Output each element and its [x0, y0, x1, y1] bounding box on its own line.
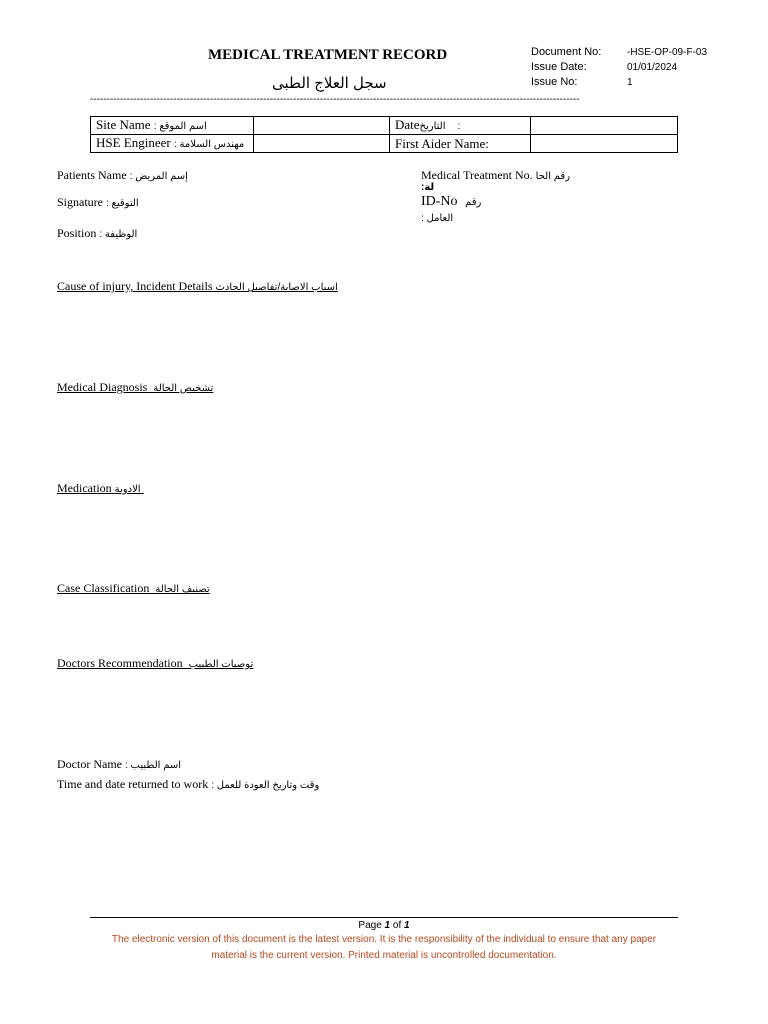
case-classification-label: Case Classification	[57, 581, 150, 595]
medical-diagnosis-label-arabic: تشخيص الحالة	[153, 383, 214, 394]
id-no-field	[421, 194, 481, 210]
patients-name-label-arabic: إسم المريض :	[129, 171, 188, 182]
document-title: MEDICAL TREATMENT RECORD	[208, 47, 448, 63]
return-to-work-label: Time and date returned to work	[57, 777, 209, 791]
doctor-name-field	[57, 757, 181, 772]
id-no-label: ID-No	[421, 194, 458, 209]
document-title-arabic: سجل العلاج الطبى	[272, 75, 387, 92]
issue-no-label: Issue No:	[531, 76, 578, 88]
first-aider-label: First Aider Name:	[395, 136, 489, 151]
id-no-label-arabic-cont: العامل :	[421, 213, 454, 224]
hse-engineer-cell	[91, 135, 254, 153]
date-label: Date	[395, 117, 420, 132]
footer-disclaimer	[90, 932, 678, 964]
disclaimer-line-2: material is the current version. Printed material is uncontrolled documentation.	[211, 950, 557, 961]
signature-label-arabic: التوقيع :	[106, 198, 139, 209]
doc-no-label: Document No:	[531, 46, 602, 58]
issue-no-value: 1	[627, 77, 633, 88]
cause-of-injury-label: Cause of injury, Incident Details	[57, 279, 213, 293]
case-classification-heading	[57, 581, 210, 596]
medical-treatment-no-label: Medical Treatment No.	[421, 168, 533, 182]
medical-diagnosis-label: Medical Diagnosis	[57, 380, 148, 394]
medical-treatment-no-label-arabic: رقم الحا	[535, 171, 571, 182]
hse-engineer-value[interactable]	[254, 135, 390, 153]
doctors-recommendation-label: Doctors Recommendation	[57, 656, 183, 670]
doc-no-value: -HSE-OP-09-F-03	[627, 47, 708, 58]
position-label: Position	[57, 226, 97, 240]
issue-date-value: 01/01/2024	[627, 62, 678, 73]
medication-heading	[57, 481, 144, 496]
medical-treatment-no-field	[421, 168, 570, 183]
header-separator: ---------------------------------------------------------------------------------------------------------------------------------------------------	[90, 94, 580, 104]
medication-label-arabic: الادوية	[114, 484, 141, 495]
page-total: 1	[404, 920, 410, 931]
signature-field	[57, 195, 139, 210]
position-field	[57, 226, 137, 241]
date-cell	[390, 117, 531, 135]
site-name-cell	[91, 117, 254, 135]
id-no-label-arabic: رقم	[465, 197, 482, 208]
case-classification-label-arabic: تصنيف الحالة	[155, 584, 210, 595]
page-label: Page	[358, 920, 382, 931]
doctor-name-label-arabic: اسم الطبيب :	[124, 760, 182, 771]
position-label-arabic: الوظيفة :	[99, 229, 138, 240]
signature-label: Signature	[57, 195, 103, 209]
page-current: 1	[384, 920, 391, 931]
issue-date-label: Issue Date:	[531, 61, 587, 73]
site-name-value[interactable]	[254, 117, 390, 135]
page-of: of	[392, 920, 402, 931]
disclaimer-line-1: The electronic version of this document is the latest version. It is the responsibility of the individual to ensure that any paper	[111, 934, 657, 945]
medical-treatment-no-label-arabic-cont: لة:	[421, 182, 435, 193]
return-to-work-label-arabic: وقت وتاريخ العودة للعمل :	[211, 780, 320, 791]
site-name-label-arabic: اسم الموقع :	[153, 121, 207, 132]
site-info-table	[90, 116, 678, 153]
date-colon: :	[457, 121, 461, 132]
doctors-recommendation-heading	[57, 656, 253, 671]
first-aider-value[interactable]	[531, 135, 678, 153]
patients-name-field	[57, 168, 188, 183]
hse-engineer-label-arabic: مهندس السلامة :	[173, 139, 245, 150]
date-label-arabic: التاريخ	[419, 121, 446, 132]
cause-of-injury-heading	[57, 279, 338, 294]
date-value[interactable]	[531, 117, 678, 135]
cause-of-injury-label-arabic: اسباب الاصابة/تفاصيل الحادث	[215, 282, 338, 293]
return-to-work-field	[57, 777, 319, 792]
doctors-recommendation-label-arabic: توصيات الطبيب	[188, 659, 254, 670]
hse-engineer-label: HSE Engineer	[96, 135, 171, 150]
medication-label: Medication	[57, 481, 112, 495]
page-number	[0, 920, 768, 931]
medical-diagnosis-heading	[57, 380, 213, 395]
patients-name-label: Patients Name	[57, 168, 127, 182]
doctor-name-label: Doctor Name	[57, 757, 122, 771]
first-aider-cell	[390, 135, 531, 153]
footer-divider	[90, 917, 678, 918]
site-name-label: Site Name	[96, 117, 151, 132]
